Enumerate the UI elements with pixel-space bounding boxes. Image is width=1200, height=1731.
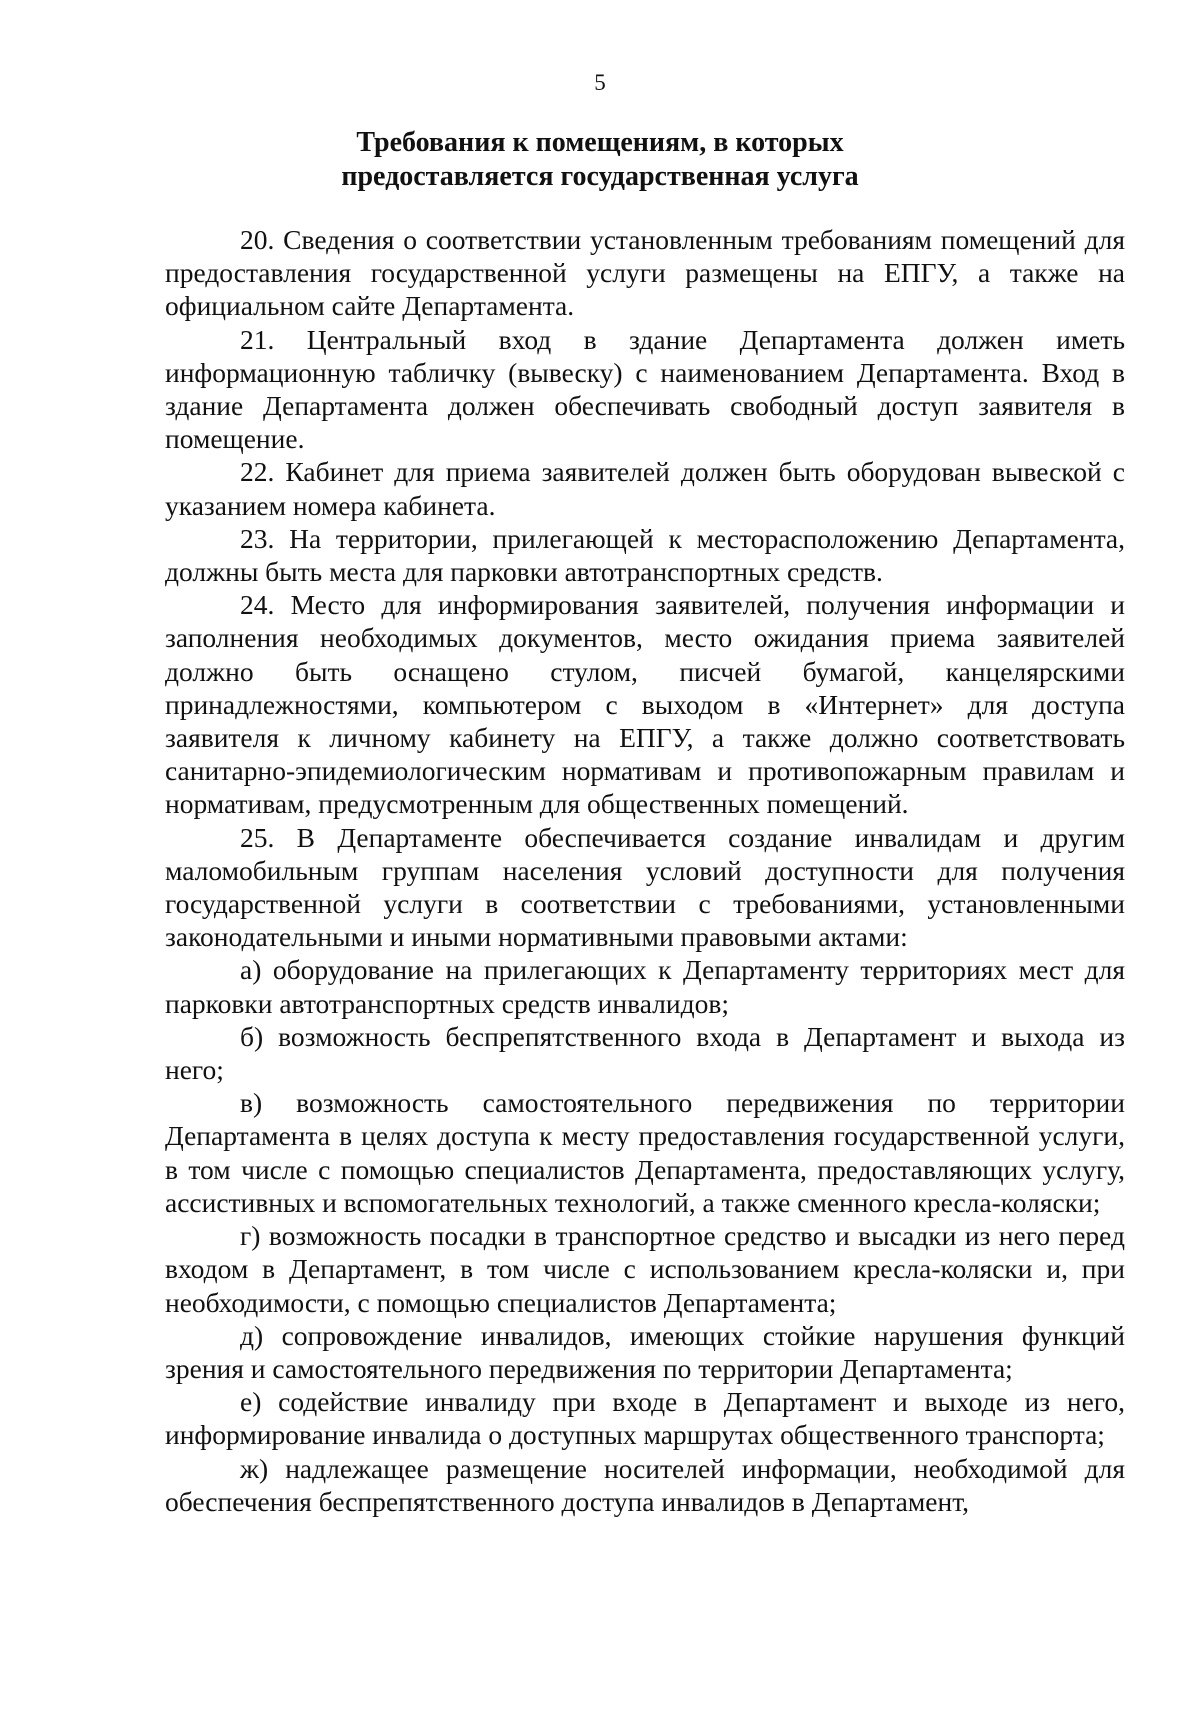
section-heading-line-1: Требования к помещениям, в которых bbox=[356, 127, 844, 158]
document-body bbox=[165, 223, 1125, 1518]
paragraph-24: 24. Место для информирования заявителей, получения информации и заполнения необходимых документов, место ожидания приема заявителей должно быть оснащено стулом, писчей бумагой, канцелярскими принадлежностями, компьютером с выходом в «Интернет» для доступа заявителя к личному кабинету на ЕПГУ, а также должно соответствовать санитарно-эпидемиологическим нормативам и противопожарным правилам и нормативам, предусмотренным для общественных помещений. bbox=[165, 589, 1125, 820]
section-heading-line-2: предоставляется государственная услуга bbox=[341, 161, 859, 192]
paragraph-23: 23. На территории, прилегающей к месторасположению Департамента, должны быть места для парковки автотранспортных средств. bbox=[165, 522, 1125, 588]
list-item-zh: ж) надлежащее размещение носителей информации, необходимой для обеспечения беспрепятственного доступа инвалидов в Департамент, bbox=[165, 1452, 1125, 1517]
list-item-v: в) возможность самостоятельного передвижения по территории Департамента в целях доступа к месту предоставления государственной услуги, в том числе с помощью специалистов Департамента, предоставляющих услугу, ассистивных и вспомогательных технологий, а также сменного кресла-коляски; bbox=[165, 1087, 1125, 1218]
paragraph-22: 22. Кабинет для приема заявителей должен быть оборудован вывеской с указанием номера кабинета. bbox=[165, 456, 1125, 521]
list-item-e: е) содействие инвалиду при входе в Департамент и выходе из него, информирование инвалида о доступных маршрутах общественного транспорта; bbox=[165, 1386, 1125, 1451]
paragraph-25: 25. В Департаменте обеспечивается создание инвалидам и другим маломобильным группам населения условий доступности для получения государственной услуги в соответствии с требованиями, установленными законодательными и иными нормативными правовыми актами: bbox=[165, 821, 1125, 953]
list-item-d: д) сопровождение инвалидов, имеющих стойкие нарушения функций зрения и самостоятельного передвижения по территории Департамента; bbox=[165, 1319, 1125, 1384]
paragraph-21: 21. Центральный вход в здание Департамента должен иметь информационную табличку (вывеску) с наименованием Департамента. Вход в здание Департамента должен обеспечивать свободный доступ заявителя в помещение. bbox=[165, 323, 1125, 455]
list-item-a: а) оборудование на прилегающих к Департаменту территориях мест для парковки автотранспортных средств инвалидов; bbox=[165, 954, 1125, 1019]
list-item-g: г) возможность посадки в транспортное средство и высадки из него перед входом в Департамент, в том числе с использованием кресла-коляски и, при необходимости, с помощью специалистов Департамента; bbox=[165, 1220, 1125, 1318]
list-item-b: б) возможность беспрепятственного входа в Департамент и выхода из него; bbox=[165, 1020, 1125, 1086]
section-heading bbox=[0, 126, 1200, 194]
page-number: 5 bbox=[594, 70, 606, 95]
paragraph-20: 20. Сведения о соответствии установленным требованиям помещений для предоставления государственной услуги размещены на ЕПГУ, а также на официальном сайте Департамента. bbox=[165, 224, 1125, 322]
